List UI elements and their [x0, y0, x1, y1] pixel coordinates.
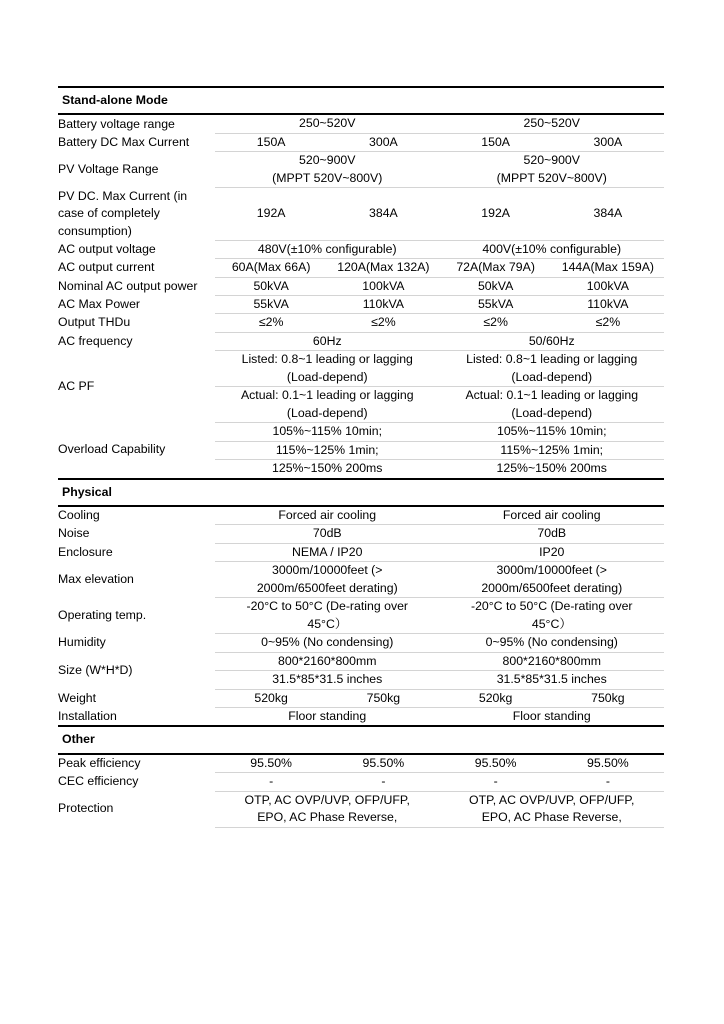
- spec-value: 300A: [327, 133, 439, 151]
- spec-label-pv-voltage-range: PV Voltage Range: [58, 162, 159, 177]
- spec-value: 0~95% (No condensing): [440, 634, 665, 652]
- spec-row: [58, 332, 664, 350]
- spec-value: 3000m/10000feet (> 2000m/6500feet derating): [215, 562, 440, 598]
- spec-label-ac-output-voltage: AC output voltage: [58, 241, 156, 256]
- specification-table: [58, 86, 664, 828]
- spec-label-nominal-ac-output-power: Nominal AC output power: [58, 278, 198, 293]
- spec-value: 95.50%: [362, 755, 405, 770]
- spec-value: Forced air cooling: [502, 507, 601, 522]
- spec-value: 70dB: [215, 525, 440, 543]
- spec-value: ≤2%: [440, 314, 552, 332]
- spec-label-installation: Installation: [58, 707, 215, 726]
- spec-value: 115%~125% 1min;: [215, 441, 440, 459]
- spec-value: 520kg: [440, 689, 552, 707]
- spec-value: -: [215, 773, 327, 791]
- spec-label-ac-pf: AC PF: [58, 379, 95, 394]
- spec-row: [58, 773, 664, 791]
- spec-label-enclosure: Enclosure: [58, 544, 113, 559]
- spec-row: [58, 277, 664, 295]
- spec-value: 800*2160*800mm: [215, 652, 440, 670]
- spec-value: -20°C to 50°C (De-rating over 45°C）: [215, 598, 440, 634]
- spec-value: 100kVA: [552, 277, 664, 295]
- spec-label-ac-max-power: AC Max Power: [58, 296, 141, 311]
- spec-label-protection: Protection: [58, 801, 114, 816]
- spec-value: Listed: 0.8~1 leading or lagging (Load-depend): [215, 351, 440, 387]
- spec-label-ac-output-current: AC output current: [58, 260, 155, 275]
- spec-label-operating-temp: Operating temp.: [58, 607, 147, 622]
- spec-row: [58, 240, 664, 258]
- spec-label-weight: Weight: [58, 690, 97, 705]
- spec-value: 144A(Max 159A): [552, 259, 664, 277]
- spec-value: 110kVA: [552, 295, 664, 313]
- spec-value: -: [327, 773, 439, 791]
- spec-value: 250~520V: [299, 116, 356, 131]
- spec-value: 50kVA: [215, 277, 327, 295]
- spec-value: OTP, AC OVP/UVP, OFP/UFP, EPO, AC Phase Reverse,: [215, 791, 440, 827]
- spec-label-noise: Noise: [58, 526, 90, 541]
- spec-value: 31.5*85*31.5 inches: [215, 671, 440, 689]
- spec-label-battery-dc-max-current: Battery DC Max Current: [58, 134, 190, 149]
- spec-value: 384A: [327, 188, 439, 240]
- spec-row: [58, 598, 664, 634]
- spec-label-peak-efficiency: Peak efficiency: [58, 756, 141, 771]
- spec-label-cec-efficiency: CEC efficiency: [58, 774, 139, 789]
- spec-value: NEMA / IP20: [215, 543, 440, 561]
- spec-row: [58, 525, 664, 543]
- spec-value: 520kg: [215, 689, 327, 707]
- spec-value: 125%~150% 200ms: [440, 460, 665, 479]
- spec-value: 110kVA: [327, 295, 439, 313]
- spec-value: 95.50%: [250, 755, 292, 770]
- section-title-stand-alone-mode: Stand-alone Mode: [58, 87, 664, 114]
- spec-value: 125%~150% 200ms: [215, 460, 440, 479]
- spec-value: Floor standing: [215, 707, 440, 726]
- spec-value: 50/60Hz: [440, 332, 665, 350]
- spec-value: 50kVA: [440, 277, 552, 295]
- spec-value: 384A: [552, 188, 664, 240]
- spec-value: 55kVA: [440, 295, 552, 313]
- section-title-other: Other: [58, 726, 664, 753]
- spec-value: Forced air cooling: [278, 507, 377, 522]
- section-header-row: [58, 87, 664, 114]
- spec-value: 750kg: [552, 689, 664, 707]
- spec-value: IP20: [440, 543, 665, 561]
- spec-value: ≤2%: [327, 314, 439, 332]
- spec-value: 31.5*85*31.5 inches: [440, 671, 665, 689]
- spec-value: OTP, AC OVP/UVP, OFP/UFP, EPO, AC Phase Reverse,: [440, 791, 665, 827]
- spec-row: [58, 506, 664, 525]
- spec-value: ≤2%: [215, 314, 327, 332]
- spec-value: 105%~115% 10min;: [440, 423, 665, 441]
- spec-value: Listed: 0.8~1 leading or lagging (Load-depend): [440, 351, 665, 387]
- spec-label-max-elevation: Max elevation: [58, 572, 134, 587]
- spec-value: 115%~125% 1min;: [440, 441, 665, 459]
- spec-value: 400V(±10% configurable): [440, 240, 665, 258]
- spec-value: 300A: [552, 133, 664, 151]
- spec-value: Floor standing: [440, 707, 665, 726]
- spec-value: 520~900V (MPPT 520V~800V): [215, 152, 440, 188]
- spec-value: ≤2%: [552, 314, 664, 332]
- spec-row: [58, 423, 664, 441]
- spec-row: [58, 791, 664, 827]
- spec-row: [58, 351, 664, 387]
- spec-row: [58, 152, 664, 188]
- spec-value: 72A(Max 79A): [440, 259, 552, 277]
- spec-value: 95.50%: [587, 755, 629, 770]
- spec-label-battery-voltage-range: Battery voltage range: [58, 116, 175, 131]
- spec-value: 105%~115% 10min;: [215, 423, 440, 441]
- spec-label-pv-dc-max-current-in-case-of-completely-consumpt: PV DC. Max Current (in case of completely consumption): [58, 188, 188, 238]
- spec-label-humidity: Humidity: [58, 635, 106, 650]
- spec-label-cooling: Cooling: [58, 508, 100, 523]
- spec-value: Actual: 0.1~1 leading or lagging (Load-depend): [440, 387, 665, 423]
- spec-value: 0~95% (No condensing): [215, 634, 440, 652]
- spec-row: [58, 314, 664, 332]
- spec-row: [58, 259, 664, 277]
- spec-value: 100kVA: [327, 277, 439, 295]
- spec-label-output-thdu: Output THDu: [58, 315, 131, 330]
- spec-value: 60Hz: [215, 332, 440, 350]
- spec-row: [58, 133, 664, 151]
- spec-value: 250~520V: [523, 116, 580, 131]
- spec-value: 480V(±10% configurable): [215, 240, 440, 258]
- spec-row: [58, 295, 664, 313]
- section-title-physical: Physical: [58, 479, 664, 506]
- spec-value: -: [552, 773, 664, 791]
- spec-row: [58, 652, 664, 670]
- spec-value: 95.50%: [474, 755, 517, 770]
- spec-row: [58, 707, 664, 726]
- section-header-row: [58, 479, 664, 506]
- spec-value: 192A: [215, 188, 327, 240]
- spec-row: [58, 634, 664, 652]
- spec-value: 750kg: [327, 689, 439, 707]
- spec-value: 800*2160*800mm: [440, 652, 665, 670]
- spec-value: 192A: [440, 188, 552, 240]
- spec-value: 120A(Max 132A): [327, 259, 439, 277]
- spec-row: [58, 562, 664, 598]
- spec-value: -: [440, 773, 552, 791]
- spec-row: [58, 188, 664, 240]
- spec-value: 520~900V (MPPT 520V~800V): [440, 152, 665, 188]
- spec-label-overload-capability: Overload Capability: [58, 423, 215, 479]
- section-header-row: [58, 726, 664, 753]
- spec-value: 150A: [440, 133, 552, 151]
- spec-value: 55kVA: [215, 295, 327, 313]
- spec-label-size-w-h-d: Size (W*H*D): [58, 662, 133, 677]
- spec-value: 150A: [215, 133, 327, 151]
- spec-value: Actual: 0.1~1 leading or lagging (Load-depend): [215, 387, 440, 423]
- spec-label-ac-frequency: AC frequency: [58, 333, 133, 348]
- spec-row: [58, 543, 664, 561]
- spec-value: 60A(Max 66A): [215, 259, 327, 277]
- spec-row: [58, 114, 664, 133]
- spec-row: [58, 754, 664, 773]
- spec-value: -20°C to 50°C (De-rating over 45°C）: [440, 598, 665, 634]
- spec-value: 3000m/10000feet (> 2000m/6500feet derating): [440, 562, 665, 598]
- spec-value: 70dB: [440, 525, 665, 543]
- spec-row: [58, 689, 664, 707]
